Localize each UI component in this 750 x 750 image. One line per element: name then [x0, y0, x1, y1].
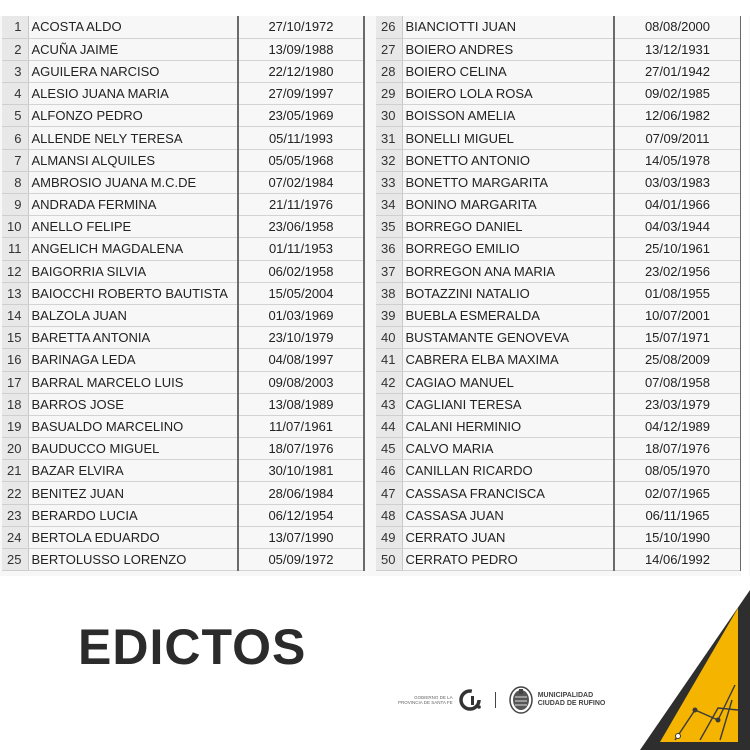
table-row — [376, 504, 741, 526]
death-date: 23/10/1979 — [238, 327, 364, 349]
table-row — [376, 438, 741, 460]
person-name: ANGELICH MAGDALENA — [28, 238, 238, 260]
person-name: BUSTAMANTE GENOVEVA — [402, 327, 614, 349]
table-row — [2, 438, 364, 460]
death-date: 15/07/1971 — [614, 327, 741, 349]
row-number: 20 — [2, 438, 28, 460]
table-row — [2, 393, 364, 415]
table-right-margin — [741, 16, 749, 576]
row-number: 6 — [2, 127, 28, 149]
person-name: BERARDO LUCIA — [28, 504, 238, 526]
table-row — [2, 127, 364, 149]
table-row — [2, 260, 364, 282]
row-number: 39 — [376, 304, 402, 326]
death-date: 06/11/1965 — [614, 504, 741, 526]
table-row — [2, 304, 364, 326]
table-row — [376, 127, 741, 149]
footer-logos — [398, 680, 605, 720]
person-name: BORREGO EMILIO — [402, 238, 614, 260]
row-number: 43 — [376, 393, 402, 415]
table-row — [376, 238, 741, 260]
death-date: 23/02/1956 — [614, 260, 741, 282]
person-name: BERTOLA EDUARDO — [28, 526, 238, 548]
table-row — [376, 16, 741, 38]
death-date: 23/06/1958 — [238, 216, 364, 238]
person-name: BARROS JOSE — [28, 393, 238, 415]
person-name: CAGIAO MANUEL — [402, 371, 614, 393]
municipality-line2: CIUDAD DE RUFINO — [537, 700, 606, 707]
death-date: 27/10/1972 — [238, 16, 364, 38]
death-date: 02/07/1965 — [614, 482, 741, 504]
table-row — [376, 60, 741, 82]
table-row — [376, 83, 741, 105]
person-name: BAUDUCCO MIGUEL — [28, 438, 238, 460]
page-title: EDICTOS — [78, 619, 307, 675]
table-row — [376, 526, 741, 548]
province-logo-icon — [457, 687, 483, 713]
table-row — [2, 149, 364, 171]
death-date: 07/02/1984 — [238, 171, 364, 193]
death-date: 04/03/1944 — [614, 216, 741, 238]
death-date: 03/03/1983 — [614, 171, 741, 193]
person-name: AGUILERA NARCISO — [28, 60, 238, 82]
row-number: 41 — [376, 349, 402, 371]
person-name: ALMANSI ALQUILES — [28, 149, 238, 171]
person-name: CALANI HERMINIO — [402, 415, 614, 437]
table-row — [2, 194, 364, 216]
table-row — [2, 38, 364, 60]
row-number: 46 — [376, 460, 402, 482]
death-date: 13/09/1988 — [238, 38, 364, 60]
row-number: 49 — [376, 526, 402, 548]
person-name: CAGLIANI TERESA — [402, 393, 614, 415]
edict-table — [0, 16, 750, 576]
person-name: BOIERO CELINA — [402, 60, 614, 82]
table-row — [2, 60, 364, 82]
row-number: 18 — [2, 393, 28, 415]
row-number: 16 — [2, 349, 28, 371]
table-row — [376, 216, 741, 238]
table-row — [2, 526, 364, 548]
table-row — [2, 415, 364, 437]
row-number: 42 — [376, 371, 402, 393]
death-date: 09/08/2003 — [238, 371, 364, 393]
person-name: CASSASA FRANCISCA — [402, 482, 614, 504]
death-date: 01/08/1955 — [614, 282, 741, 304]
death-date: 28/06/1984 — [238, 482, 364, 504]
death-date: 13/12/1931 — [614, 38, 741, 60]
death-date: 21/11/1976 — [238, 194, 364, 216]
death-date: 07/09/2011 — [614, 127, 741, 149]
person-name: ACOSTA ALDO — [28, 16, 238, 38]
table-row — [376, 171, 741, 193]
person-name: BOISSON AMELIA — [402, 105, 614, 127]
municipality-line1: MUNICIPALIDAD — [537, 692, 594, 699]
row-number: 27 — [376, 38, 402, 60]
death-date: 05/09/1972 — [238, 549, 364, 571]
person-name: BONINO MARGARITA — [402, 194, 614, 216]
person-name: CERRATO JUAN — [402, 526, 614, 548]
province-logo-line1: GOBIERNO DE LA — [414, 695, 453, 700]
death-date: 23/03/1979 — [614, 393, 741, 415]
table-row — [376, 482, 741, 504]
province-logo-text — [398, 695, 453, 705]
row-number: 5 — [2, 105, 28, 127]
person-name: BAIGORRIA SILVIA — [28, 260, 238, 282]
row-number: 2 — [2, 38, 28, 60]
row-number: 21 — [2, 460, 28, 482]
person-name: BOTAZZINI NATALIO — [402, 282, 614, 304]
person-name: BASUALDO MARCELINO — [28, 415, 238, 437]
table-row — [2, 460, 364, 482]
table-row — [2, 371, 364, 393]
death-date: 30/10/1981 — [238, 460, 364, 482]
person-name: CABRERA ELBA MAXIMA — [402, 349, 614, 371]
person-name: AMBROSIO JUANA M.C.DE — [28, 171, 238, 193]
person-name: BUEBLA ESMERALDA — [402, 304, 614, 326]
death-date: 25/08/2009 — [614, 349, 741, 371]
table-row — [376, 371, 741, 393]
row-number: 30 — [376, 105, 402, 127]
death-date: 05/11/1993 — [238, 127, 364, 149]
row-number: 35 — [376, 216, 402, 238]
person-name: BAZAR ELVIRA — [28, 460, 238, 482]
table-row — [376, 327, 741, 349]
person-name: ALESIO JUANA MARIA — [28, 83, 238, 105]
person-name: CERRATO PEDRO — [402, 549, 614, 571]
table-row — [376, 105, 741, 127]
table-row — [376, 282, 741, 304]
death-date: 06/02/1958 — [238, 260, 364, 282]
row-number: 40 — [376, 327, 402, 349]
death-date: 07/08/1958 — [614, 371, 741, 393]
death-date: 04/08/1997 — [238, 349, 364, 371]
table-row — [2, 349, 364, 371]
death-date: 01/11/1953 — [238, 238, 364, 260]
death-date: 10/07/2001 — [614, 304, 741, 326]
table-row — [376, 349, 741, 371]
death-date: 18/07/1976 — [238, 438, 364, 460]
row-number: 24 — [2, 526, 28, 548]
death-date: 14/06/1992 — [614, 549, 741, 571]
table-row — [2, 238, 364, 260]
table-row — [2, 327, 364, 349]
person-name: BIANCIOTTI JUAN — [402, 16, 614, 38]
person-name: BARETTA ANTONIA — [28, 327, 238, 349]
table-row — [376, 149, 741, 171]
right-column-table — [376, 16, 742, 571]
person-name: BORREGO DANIEL — [402, 216, 614, 238]
table-row — [2, 282, 364, 304]
table-row — [2, 16, 364, 38]
death-date: 04/01/1966 — [614, 194, 741, 216]
death-date: 18/07/1976 — [614, 438, 741, 460]
table-row — [2, 171, 364, 193]
person-name: CALVO MARIA — [402, 438, 614, 460]
row-number: 10 — [2, 216, 28, 238]
death-date: 27/01/1942 — [614, 60, 741, 82]
table-row — [376, 415, 741, 437]
row-number: 45 — [376, 438, 402, 460]
municipality-shield-icon — [508, 685, 534, 715]
left-column-table — [2, 16, 365, 571]
table-row — [376, 549, 741, 571]
table-row — [2, 549, 364, 571]
row-number: 4 — [2, 83, 28, 105]
row-number: 48 — [376, 504, 402, 526]
row-number: 22 — [2, 482, 28, 504]
row-number: 28 — [376, 60, 402, 82]
row-number: 9 — [2, 194, 28, 216]
person-name: ALFONZO PEDRO — [28, 105, 238, 127]
row-number: 23 — [2, 504, 28, 526]
death-date: 27/09/1997 — [238, 83, 364, 105]
death-date: 14/05/1978 — [614, 149, 741, 171]
table-row — [376, 304, 741, 326]
death-date: 13/07/1990 — [238, 526, 364, 548]
table-row — [2, 482, 364, 504]
table-row — [2, 83, 364, 105]
table-row — [2, 105, 364, 127]
row-number: 38 — [376, 282, 402, 304]
person-name: BOIERO ANDRES — [402, 38, 614, 60]
table-row — [376, 260, 741, 282]
row-number: 13 — [2, 282, 28, 304]
row-number: 15 — [2, 327, 28, 349]
death-date: 23/05/1969 — [238, 105, 364, 127]
death-date: 12/06/1982 — [614, 105, 741, 127]
row-number: 7 — [2, 149, 28, 171]
person-name: BORREGON ANA MARIA — [402, 260, 614, 282]
row-number: 31 — [376, 127, 402, 149]
row-number: 12 — [2, 260, 28, 282]
row-number: 33 — [376, 171, 402, 193]
death-date: 15/05/2004 — [238, 282, 364, 304]
row-number: 14 — [2, 304, 28, 326]
row-number: 19 — [2, 415, 28, 437]
row-number: 8 — [2, 171, 28, 193]
person-name: BALZOLA JUAN — [28, 304, 238, 326]
person-name: BENITEZ JUAN — [28, 482, 238, 504]
row-number: 17 — [2, 371, 28, 393]
death-date: 04/12/1989 — [614, 415, 741, 437]
row-number: 11 — [2, 238, 28, 260]
row-number: 50 — [376, 549, 402, 571]
table-row — [2, 216, 364, 238]
person-name: CASSASA JUAN — [402, 504, 614, 526]
person-name: ACUÑA JAIME — [28, 38, 238, 60]
person-name: BONETTO ANTONIO — [402, 149, 614, 171]
person-name: ANDRADA FERMINA — [28, 194, 238, 216]
death-date: 06/12/1954 — [238, 504, 364, 526]
row-number: 36 — [376, 238, 402, 260]
person-name: BONETTO MARGARITA — [402, 171, 614, 193]
death-date: 22/12/1980 — [238, 60, 364, 82]
table-row — [2, 504, 364, 526]
death-date: 25/10/1961 — [614, 238, 741, 260]
table-row — [376, 393, 741, 415]
person-name: BOIERO LOLA ROSA — [402, 83, 614, 105]
province-logo-line2: PROVINCIA DE SANTA FE — [398, 700, 453, 705]
person-name: BERTOLUSSO LORENZO — [28, 549, 238, 571]
row-number: 1 — [2, 16, 28, 38]
person-name: BARINAGA LEDA — [28, 349, 238, 371]
table-row — [376, 38, 741, 60]
decorative-corner-graphic — [600, 590, 750, 750]
death-date: 08/05/1970 — [614, 460, 741, 482]
row-number: 37 — [376, 260, 402, 282]
person-name: BONELLI MIGUEL — [402, 127, 614, 149]
table-row — [376, 460, 741, 482]
person-name: ANELLO FELIPE — [28, 216, 238, 238]
row-number: 25 — [2, 549, 28, 571]
row-number: 47 — [376, 482, 402, 504]
row-number: 3 — [2, 60, 28, 82]
row-number: 32 — [376, 149, 402, 171]
death-date: 08/08/2000 — [614, 16, 741, 38]
person-name: ALLENDE NELY TERESA — [28, 127, 238, 149]
row-number: 34 — [376, 194, 402, 216]
row-number: 44 — [376, 415, 402, 437]
municipality-name — [538, 692, 606, 708]
death-date: 05/05/1968 — [238, 149, 364, 171]
person-name: BARRAL MARCELO LUIS — [28, 371, 238, 393]
person-name: BAIOCCHI ROBERTO BAUTISTA — [28, 282, 238, 304]
person-name: CANILLAN RICARDO — [402, 460, 614, 482]
table-row — [376, 194, 741, 216]
death-date: 15/10/1990 — [614, 526, 741, 548]
death-date: 09/02/1985 — [614, 83, 741, 105]
logo-separator — [495, 692, 496, 708]
death-date: 11/07/1961 — [238, 415, 364, 437]
row-number: 29 — [376, 83, 402, 105]
death-date: 13/08/1989 — [238, 393, 364, 415]
row-number: 26 — [376, 16, 402, 38]
death-date: 01/03/1969 — [238, 304, 364, 326]
